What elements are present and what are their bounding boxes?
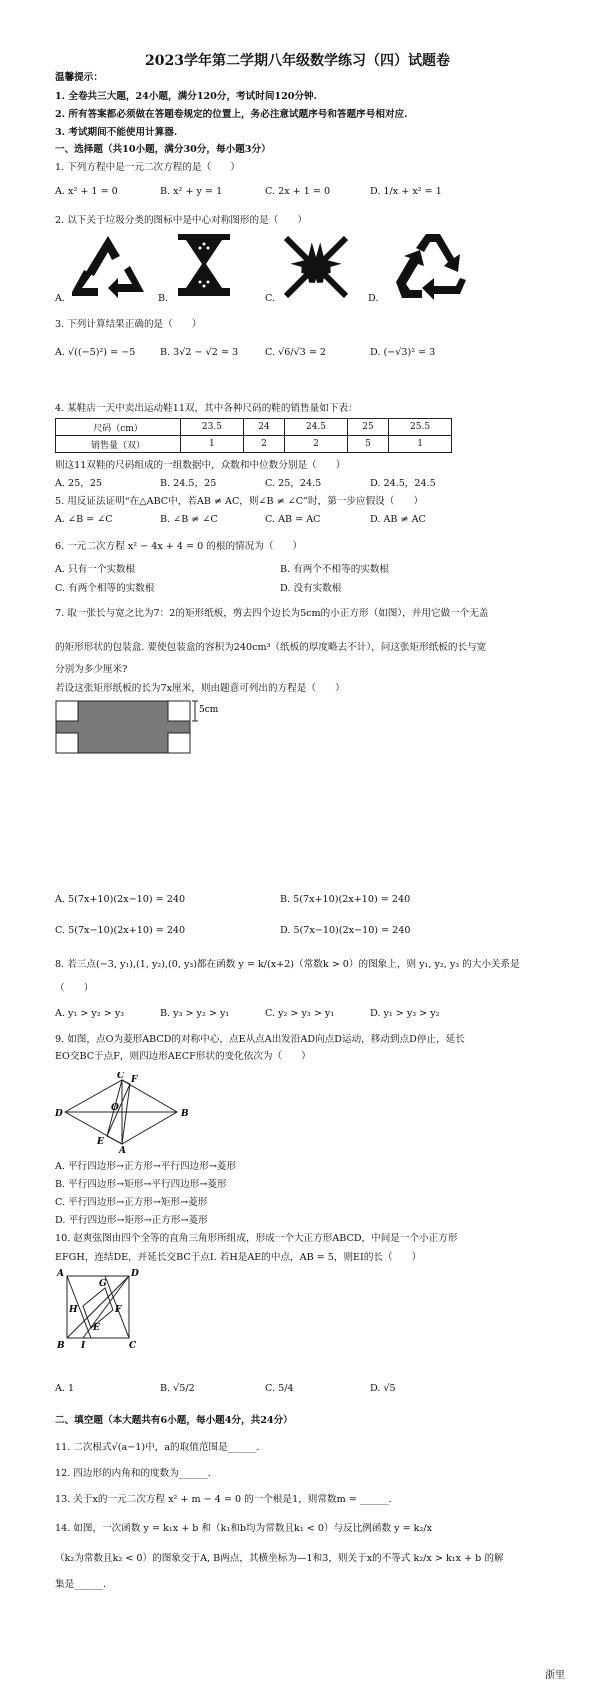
footer-watermark: 浙里 (545, 1670, 565, 1681)
q5-option-d: D. AB ≠ AC (370, 514, 426, 525)
q5-stem: 5. 用反证法证明“在△ABC中，若AB ≠ AC，则∠B ≠ ∠C”时，第一步应假设（ ） (55, 496, 424, 507)
q4-follow: 则这11双鞋的尺码组成的一组数据中，众数和中位数分别是（ ） (55, 460, 346, 471)
q1-option-a: A. x² + 1 = 0 (55, 186, 118, 197)
table-cell: 24 (243, 419, 284, 436)
q10-stem-1: 10. 赵爽弦图由四个全等的直角三角形所组成，形成一个大正方形ABCD，中间是一个小正方形 (55, 1233, 458, 1244)
point-label: F (131, 1075, 138, 1085)
point-label: A (119, 1146, 126, 1154)
q3-option-d: D. (−√3)² = 3 (370, 347, 436, 358)
q6-stem: 6. 一元二次方程 x² − 4x + 4 = 0 的根的情况为（ ） (55, 541, 303, 552)
recycle-triangle-icon (68, 232, 148, 302)
figure-label-5cm: 5cm (199, 705, 219, 715)
q6-option-c: C. 有两个相等的实数根 (55, 583, 155, 594)
point-label: O (111, 1103, 119, 1113)
q10-option-d: D. √5 (370, 1383, 396, 1394)
table-cell: 2 (243, 436, 284, 453)
point-label: C (117, 1072, 125, 1081)
table-row (56, 436, 452, 453)
q14-line-2: （k₂为常数且k₂ < 0）的图象交于A, B两点，其横坐标为—1和3，则关于x的不等式 k₂/x > k₁x + b 的解 (55, 1553, 504, 1564)
q2-option-d: D. (368, 293, 379, 304)
q7-stem-2: 的矩形形状的包装盒. 要使包装盒的容积为240cm³（纸板的厚度略去不计），问这张矩形纸板的长与宽 (55, 642, 487, 653)
table-cell: 24.5 (285, 419, 348, 436)
q9-stem-1: 9. 如图，点O为菱形ABCD的对称中心，点E从点A出发沿AD向点D运动，移动到点D停止，延长 (55, 1034, 465, 1045)
q10-stem-2: EFGH，连结DE，并延长交BC于点I. 若H是AE的中点，AB = 5，则EI的长（ ） (55, 1252, 422, 1263)
point-label: G (99, 1279, 107, 1289)
table-cell: 23.5 (181, 419, 244, 436)
q2-option-a: A. (55, 293, 65, 304)
point-label: C (129, 1341, 137, 1351)
q7-stem-1: 7. 取一张长与宽之比为7：2的矩形纸板，剪去四个边长为5cm的小正方形（如图），并用它做一个无盖 (55, 608, 489, 619)
q9-option-b: B. 平行四边形→矩形→平行四边形→菱形 (55, 1179, 227, 1190)
zhao-shuang-figure (55, 1268, 145, 1356)
point-label: E (97, 1137, 104, 1147)
q10-option-a: A. 1 (55, 1383, 75, 1394)
section-heading-2: 二、填空题（本大题共有6小题，每小题4分，共24分） (55, 1415, 293, 1426)
q11-stem: 11. 二次根式√(a−1)中，a的取值范围是______. (55, 1442, 260, 1453)
section-heading-1: 一、选择题（共10小题，满分30分，每小题3分） (55, 144, 271, 155)
point-label: E (93, 1323, 100, 1333)
table-cell: 25 (347, 419, 388, 436)
q3-option-b: B. 3√2 − √2 = 3 (160, 347, 239, 358)
q5-option-c: C. AB = AC (265, 514, 321, 525)
q1-option-c: C. 2x + 1 = 0 (265, 186, 331, 197)
q8-stem-1: 8. 若三点(−3, y₁),(1, y₂),(0, y₃)都在函数 y = k/(x+2)（常数k > 0）的图象上，则 y₁, y₂, y₃ 的大小关系是 (55, 959, 520, 970)
table-cell: 1 (389, 436, 452, 453)
q9-option-d: D. 平行四边形→矩形→正方形→菱形 (55, 1215, 208, 1226)
q2-option-c: C. (265, 293, 276, 304)
q10-option-b: B. √5/2 (160, 1383, 195, 1394)
q4-option-d: D. 24.5，24.5 (370, 478, 436, 489)
q6-option-b: B. 有两个不相等的实数根 (280, 564, 390, 575)
q7-option-c: C. 5(7x−10)(2x+10) = 240 (55, 925, 186, 936)
point-label: H (69, 1305, 78, 1315)
point-label: I (81, 1341, 86, 1351)
q7-stem-3: 分别为多少厘米? (55, 664, 128, 675)
q7-stem-4: 若设这张矩形纸板的长为7x厘米，则由题意可列出的方程是（ ） (55, 683, 345, 694)
q4-option-a: A. 25，25 (55, 478, 103, 489)
shoe-size-table (55, 418, 452, 453)
tips-heading: 温馨提示： (55, 72, 103, 83)
q9-option-c: C. 平行四边形→正方形→矩形→菱形 (55, 1197, 208, 1208)
q8-stem-2: （ ） (55, 983, 94, 994)
table-cell: 2 (285, 436, 348, 453)
table-cell: 25.5 (389, 419, 452, 436)
q8-option-a: A. y₁ > y₂ > y₃ (55, 1008, 125, 1019)
table-cell: 5 (347, 436, 388, 453)
q10-option-c: C. 5/4 (265, 1383, 294, 1394)
table-cell: 尺码（cm） (56, 419, 181, 436)
q6-option-d: D. 没有实数根 (280, 583, 342, 594)
q5-option-a: A. ∠B = ∠C (55, 514, 113, 525)
q4-option-c: C. 25，24.5 (265, 478, 322, 489)
q6-option-a: A. 只有一个实数根 (55, 564, 136, 575)
q8-option-d: D. y₁ > y₃ > y₂ (370, 1008, 440, 1019)
q8-option-c: C. y₂ > y₃ > y₁ (265, 1008, 335, 1019)
q8-option-b: B. y₃ > y₂ > y₁ (160, 1008, 230, 1019)
q7-option-d: D. 5(7x−10)(2x−10) = 240 (280, 925, 411, 936)
table-row (56, 419, 452, 436)
q13-stem: 13. 关于x的一元二次方程 x² + m − 4 = 0 的一个根是1，则常数m = ______. (55, 1494, 392, 1505)
recycle-arrows-icon (390, 230, 470, 302)
q5-option-b: B. ∠B ≠ ∠C (160, 514, 218, 525)
q3-option-a: A. √((−5)²) = −5 (55, 347, 136, 358)
cardboard-figure (55, 700, 225, 756)
tip-2: 2. 所有答案都必须做在答题卷规定的位置上，务必注意试题序号和答题序号相对应. (55, 109, 408, 120)
rhombus-figure (55, 1072, 195, 1154)
q3-option-c: C. √6/√3 = 2 (265, 347, 327, 358)
q1-stem: 1. 下列方程中是一元二次方程的是（ ） (55, 162, 240, 173)
tip-3: 3. 考试期间不能使用计算器. (55, 127, 178, 138)
q9-stem-2: EO交BC于点F，则四边形AECF形状的变化依次为（ ） (55, 1051, 311, 1062)
q1-option-d: D. 1/x + x² = 1 (370, 186, 442, 197)
point-label: B (181, 1109, 189, 1119)
q14-line-3: 集是______. (55, 1579, 107, 1590)
q2-option-b: B. (158, 293, 169, 304)
point-label: D (55, 1109, 63, 1119)
point-label: D (131, 1269, 139, 1279)
q7-option-b: B. 5(7x+10)(2x+10) = 240 (280, 894, 411, 905)
q9-option-a: A. 平行四边形→正方形→平行四边形→菱形 (55, 1161, 237, 1172)
hourglass-icon (172, 230, 237, 302)
q12-stem: 12. 四边形的内角和的度数为______. (55, 1468, 211, 1479)
point-label: A (57, 1269, 64, 1279)
q1-option-b: B. x² + y = 1 (160, 186, 223, 197)
page-title: 2023学年第二学期八年级数学练习（四）试题卷 (145, 53, 450, 69)
table-cell: 1 (181, 436, 244, 453)
q2-stem: 2. 以下关于垃圾分类的图标中是中心对称图形的是（ ） (55, 215, 308, 226)
tip-1: 1. 全卷共三大题，24小题，满分120分，考试时间120分钟. (55, 91, 317, 102)
q4-stem: 4. 某鞋店一天中卖出运动鞋11双，其中各种尺码的鞋的销售量如下表： (55, 403, 358, 414)
q3-stem: 3. 下列计算结果正确的是（ ） (55, 319, 202, 330)
table-cell: 销售量（双） (56, 436, 181, 453)
q4-option-b: B. 24.5，25 (160, 478, 217, 489)
point-label: F (115, 1305, 122, 1315)
four-arrows-icon (282, 234, 350, 300)
q7-option-a: A. 5(7x+10)(2x−10) = 240 (55, 894, 186, 905)
q14-line-1: 14. 如图，一次函数 y = k₁x + b 和（k₁和b均为常数且k₁ < 0）与反比例函数 y = k₂/x (55, 1523, 432, 1534)
point-label: B (57, 1341, 65, 1351)
